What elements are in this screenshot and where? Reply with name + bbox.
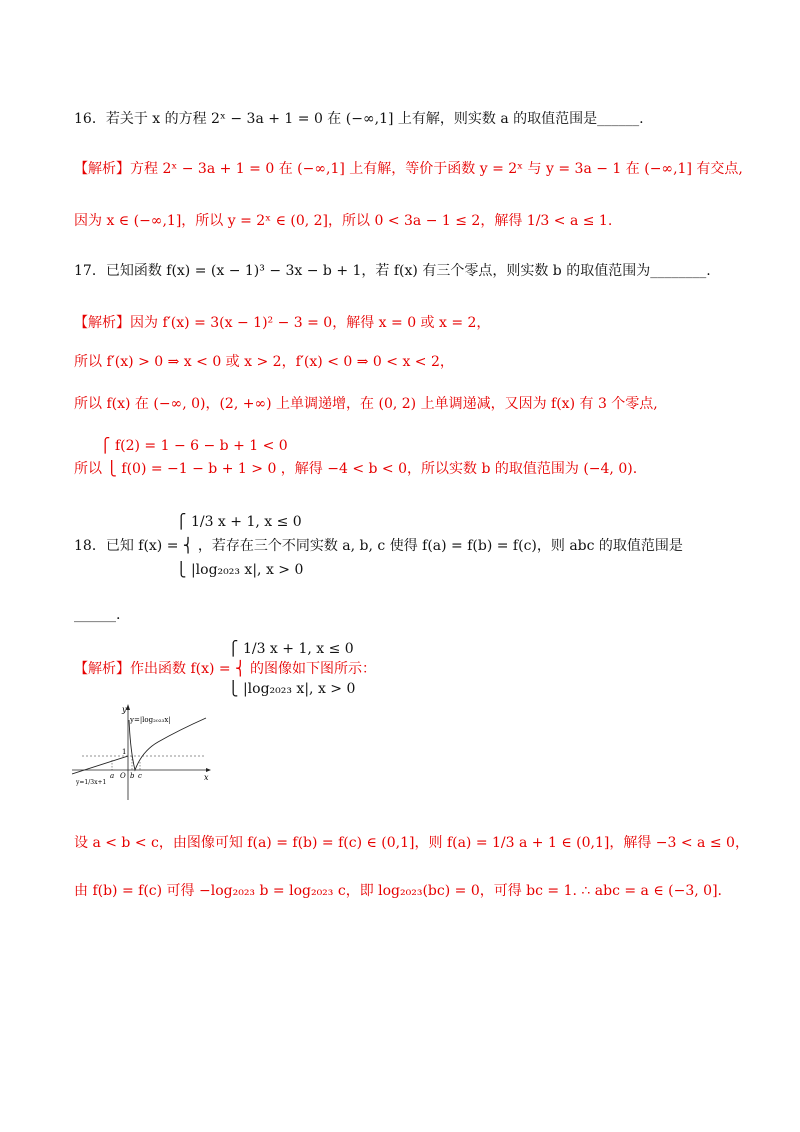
x-axis-arrow	[206, 768, 211, 772]
tick-one: 1	[122, 748, 127, 756]
curve-label: y=|log₂₀₂₃x|	[130, 716, 171, 724]
q18-solution-intro: 【解析】作出函数 f(x) = ⎨ 的图像如下图所示：	[74, 661, 377, 677]
q18-solution-line-2: 由 f(b) = f(c) 可得 −log₂₀₂₃ b = log₂₀₂₃ c，即 log₂₀₂₃(bc) = 0，可得 bc = 1. ∴ abc = a ∈ (−3, 0].	[74, 883, 722, 899]
origin-label: O	[120, 772, 126, 780]
line-label: y=1/3x+1	[76, 779, 107, 786]
q18-answer-blank: ______.	[74, 607, 121, 623]
q18-stem: 18．已知 f(x) = ⎨ ，若存在三个不同实数 a, b, c 使得 f(a) = f(b) = f(c)，则 abc 的取值范围是	[74, 538, 683, 554]
q17-system-line-1: ⎧ f(2) = 1 − 6 − b + 1 < 0	[100, 438, 288, 454]
q17-solution-line-3: 所以 f(x) 在 (−∞, 0)，(2, +∞) 上单调递增，在 (0, 2) 上单调递减，又因为 f(x) 有 3 个零点,	[74, 396, 658, 412]
point-a-label: a	[110, 772, 115, 780]
y-axis-arrow	[126, 704, 130, 710]
x-axis-label: x	[204, 773, 209, 782]
q17-solution-line-2: 所以 f′(x) > 0 ⇒ x < 0 或 x > 2，f′(x) < 0 ⇒ 0 < x < 2，	[74, 354, 454, 370]
q18-solution-line-1: 设 a < b < c，由图像可知 f(a) = f(b) = f(c) ∈ (0,1]，则 f(a) = 1/3 a + 1 ∈ (0,1]，解得 −3 < a ≤ 0，	[74, 835, 749, 851]
y-axis-label: y	[122, 705, 127, 714]
q18-solution-piece-2: ⎩ |log₂₀₂₃ x|, x > 0	[228, 681, 356, 697]
q18-solution-piece-1: ⎧ 1/3 x + 1, x ≤ 0	[228, 641, 354, 657]
q17-stem: 17．已知函数 f(x) = (x − 1)³ − 3x − b + 1，若 f(x) 有三个零点，则实数 b 的取值范围为________.	[74, 263, 711, 279]
log-branch	[129, 718, 206, 770]
q16-solution-line-2: 因为 x ∈ (−∞,1]，所以 y = 2ˣ ∈ (0, 2]，所以 0 < 3a − 1 ≤ 2，解得 1/3 < a ≤ 1.	[74, 213, 613, 229]
function-graph	[72, 702, 212, 804]
q16-stem: 16．若关于 x 的方程 2ˣ − 3a + 1 = 0 在 (−∞,1] 上有解，则实数 a 的取值范围是______.	[74, 111, 644, 127]
q17-solution-line-1: 【解析】因为 f′(x) = 3(x − 1)² − 3 = 0，解得 x = 0 或 x = 2，	[74, 315, 491, 331]
point-b-label: b	[130, 772, 135, 780]
q18-stem-piece-2: ⎩ |log₂₀₂₃ x|, x > 0	[176, 562, 304, 578]
point-c-label: c	[138, 772, 142, 780]
q18-stem-piece-1: ⎧ 1/3 x + 1, x ≤ 0	[176, 514, 302, 530]
q17-system-line-2: 所以 ⎩ f(0) = −1 − b + 1 > 0 ，解得 −4 < b < 0，所以实数 b 的取值范围为 (−4, 0).	[74, 461, 638, 477]
q16-solution-line-1: 【解析】方程 2ˣ − 3a + 1 = 0 在 (−∞,1] 上有解，等价于函数 y = 2ˣ 与 y = 3a − 1 在 (−∞,1] 有交点,	[74, 161, 743, 177]
